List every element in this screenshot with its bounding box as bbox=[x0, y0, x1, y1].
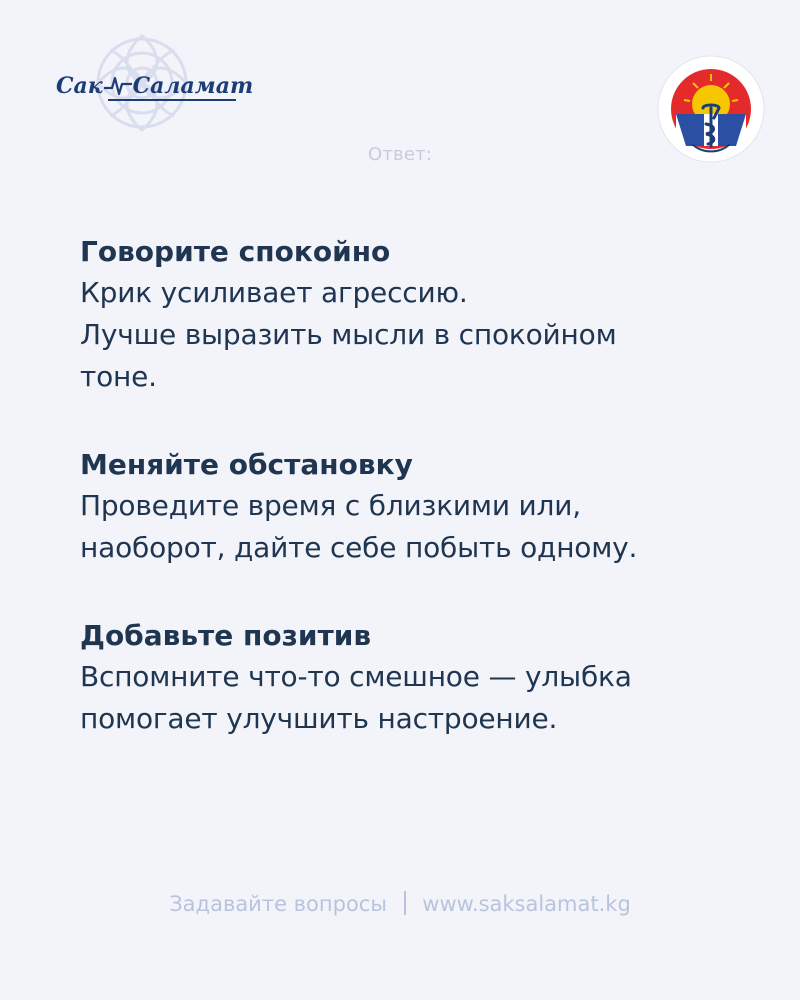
tip-block bbox=[80, 232, 740, 398]
tip-title: Говорите спокойно bbox=[80, 235, 391, 268]
tip-title: Добавьте позитив bbox=[80, 619, 372, 652]
tip-title: Меняйте обстановку bbox=[80, 448, 413, 481]
brand-word-left: Сак bbox=[56, 73, 103, 99]
footer-separator bbox=[404, 891, 406, 915]
answer-label: Ответ: bbox=[367, 144, 433, 165]
tip-line: Вспомните что-то смешное — улыбка bbox=[80, 660, 632, 693]
tip-block bbox=[80, 616, 740, 740]
tip-line: Крик усиливает агрессию. bbox=[80, 276, 468, 309]
tip-line: помогает улучшить настроение. bbox=[80, 702, 558, 735]
brand-underline bbox=[108, 99, 236, 101]
tip-text bbox=[80, 656, 740, 740]
footer-url-link[interactable]: www.saksalamat.kg bbox=[422, 892, 631, 916]
footer bbox=[0, 891, 800, 916]
brand-word-right: Саламат bbox=[132, 73, 254, 99]
tip-line: тоне. bbox=[80, 360, 157, 393]
footer-prompt: Задавайте вопросы bbox=[169, 892, 387, 916]
tip-line: Лучше выразить мысли в спокойном bbox=[80, 318, 617, 351]
tip-text bbox=[80, 485, 740, 569]
tip-line: наоборот, дайте себе побыть одному. bbox=[80, 531, 638, 564]
sak-salamat-logo bbox=[48, 28, 254, 138]
tip-line: Проведите время с близкими или, bbox=[80, 489, 581, 522]
content bbox=[80, 232, 740, 787]
tip-text bbox=[80, 272, 740, 398]
tip-block bbox=[80, 445, 740, 569]
heartbeat-icon bbox=[104, 74, 132, 96]
brand-wordmark bbox=[56, 68, 254, 104]
